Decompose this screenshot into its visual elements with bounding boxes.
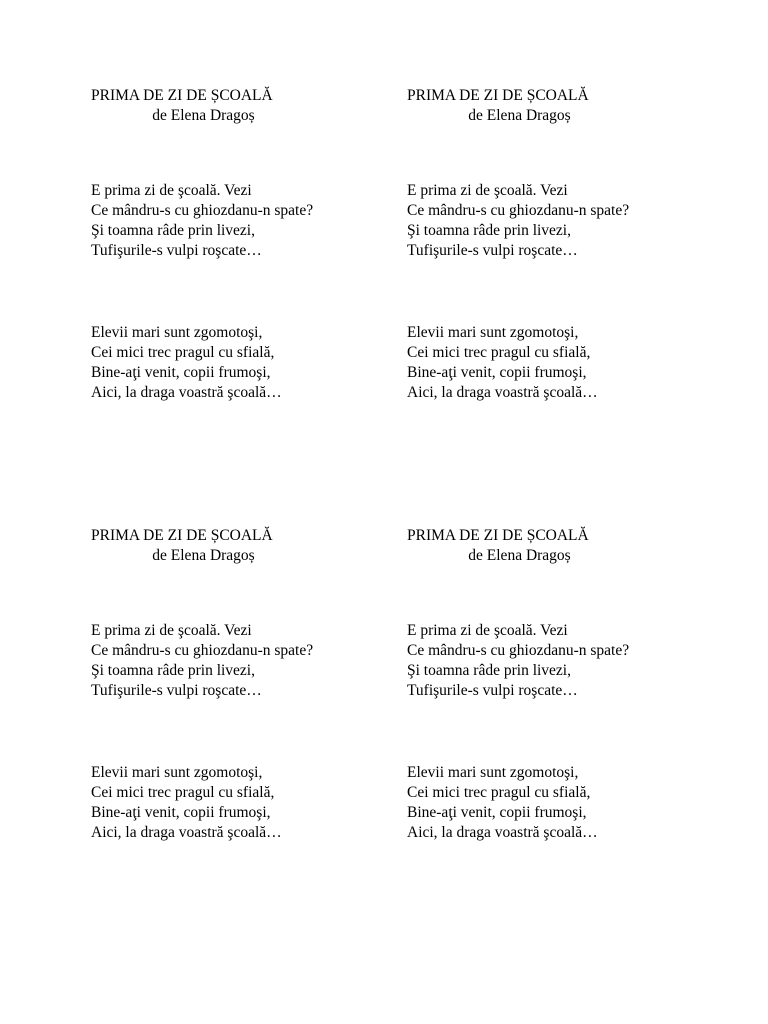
stanza xyxy=(407,763,707,843)
verse-line: Tufişurile-s vulpi roşcate… xyxy=(407,682,578,699)
verse-line: Aici, la draga voastră şcoală… xyxy=(407,384,598,401)
verse-line: Elevii mari sunt zgomotoşi, xyxy=(91,324,263,341)
verse-line: Bine-aţi venit, copii frumoşi, xyxy=(407,804,587,821)
verse-line: Tufişurile-s vulpi roşcate… xyxy=(91,242,262,259)
poem-author: de Elena Dragoș xyxy=(468,107,571,124)
verse-line: Elevii mari sunt zgomotoşi, xyxy=(407,324,579,341)
stanza xyxy=(91,621,391,701)
verse-line: E prima zi de şcoală. Vezi xyxy=(407,182,568,199)
poem-title: PRIMA DE ZI DE ȘCOALĂ xyxy=(91,87,273,104)
poem-title: PRIMA DE ZI DE ȘCOALĂ xyxy=(407,527,589,544)
poem-title: PRIMA DE ZI DE ȘCOALĂ xyxy=(91,527,273,544)
verse-line: Elevii mari sunt zgomotoşi, xyxy=(91,764,263,781)
verse-line: E prima zi de şcoală. Vezi xyxy=(91,182,252,199)
poem-author: de Elena Dragoș xyxy=(152,547,255,564)
verse-line: Aici, la draga voastră şcoală… xyxy=(91,384,282,401)
stanza xyxy=(407,621,707,701)
verse-line: Bine-aţi venit, copii frumoşi, xyxy=(407,364,587,381)
verse-line: Şi toamna râde prin livezi, xyxy=(407,662,571,679)
verse-line: Aici, la draga voastră şcoală… xyxy=(407,824,598,841)
verse-line: Şi toamna râde prin livezi, xyxy=(91,222,255,239)
stanza xyxy=(407,181,707,261)
verse-line: Cei mici trec pragul cu sfială, xyxy=(91,784,275,801)
verse-line: E prima zi de şcoală. Vezi xyxy=(91,622,252,639)
poem-author: de Elena Dragoș xyxy=(152,107,255,124)
stanza xyxy=(91,323,391,403)
verse-line: Bine-aţi venit, copii frumoşi, xyxy=(91,364,271,381)
verse-line: Ce mândru-s cu ghiozdanu-n spate? xyxy=(407,642,630,659)
stanza xyxy=(91,181,391,261)
verse-line: Ce mândru-s cu ghiozdanu-n spate? xyxy=(91,642,314,659)
verse-line: Tufişurile-s vulpi roşcate… xyxy=(91,682,262,699)
verse-line: Bine-aţi venit, copii frumoşi, xyxy=(91,804,271,821)
verse-line: Ce mândru-s cu ghiozdanu-n spate? xyxy=(407,202,630,219)
verse-line: Şi toamna râde prin livezi, xyxy=(91,662,255,679)
poem-author: de Elena Dragoș xyxy=(468,547,571,564)
verse-line: Tufişurile-s vulpi roşcate… xyxy=(407,242,578,259)
verse-line: Cei mici trec pragul cu sfială, xyxy=(91,344,275,361)
verse-line: E prima zi de şcoală. Vezi xyxy=(407,622,568,639)
verse-line: Cei mici trec pragul cu sfială, xyxy=(407,344,591,361)
verse-line: Ce mândru-s cu ghiozdanu-n spate? xyxy=(91,202,314,219)
verse-line: Aici, la draga voastră şcoală… xyxy=(91,824,282,841)
poem-title: PRIMA DE ZI DE ȘCOALĂ xyxy=(407,87,589,104)
verse-line: Şi toamna râde prin livezi, xyxy=(407,222,571,239)
verse-line: Elevii mari sunt zgomotoşi, xyxy=(407,764,579,781)
verse-line: Cei mici trec pragul cu sfială, xyxy=(407,784,591,801)
stanza xyxy=(91,763,391,843)
stanza xyxy=(407,323,707,403)
